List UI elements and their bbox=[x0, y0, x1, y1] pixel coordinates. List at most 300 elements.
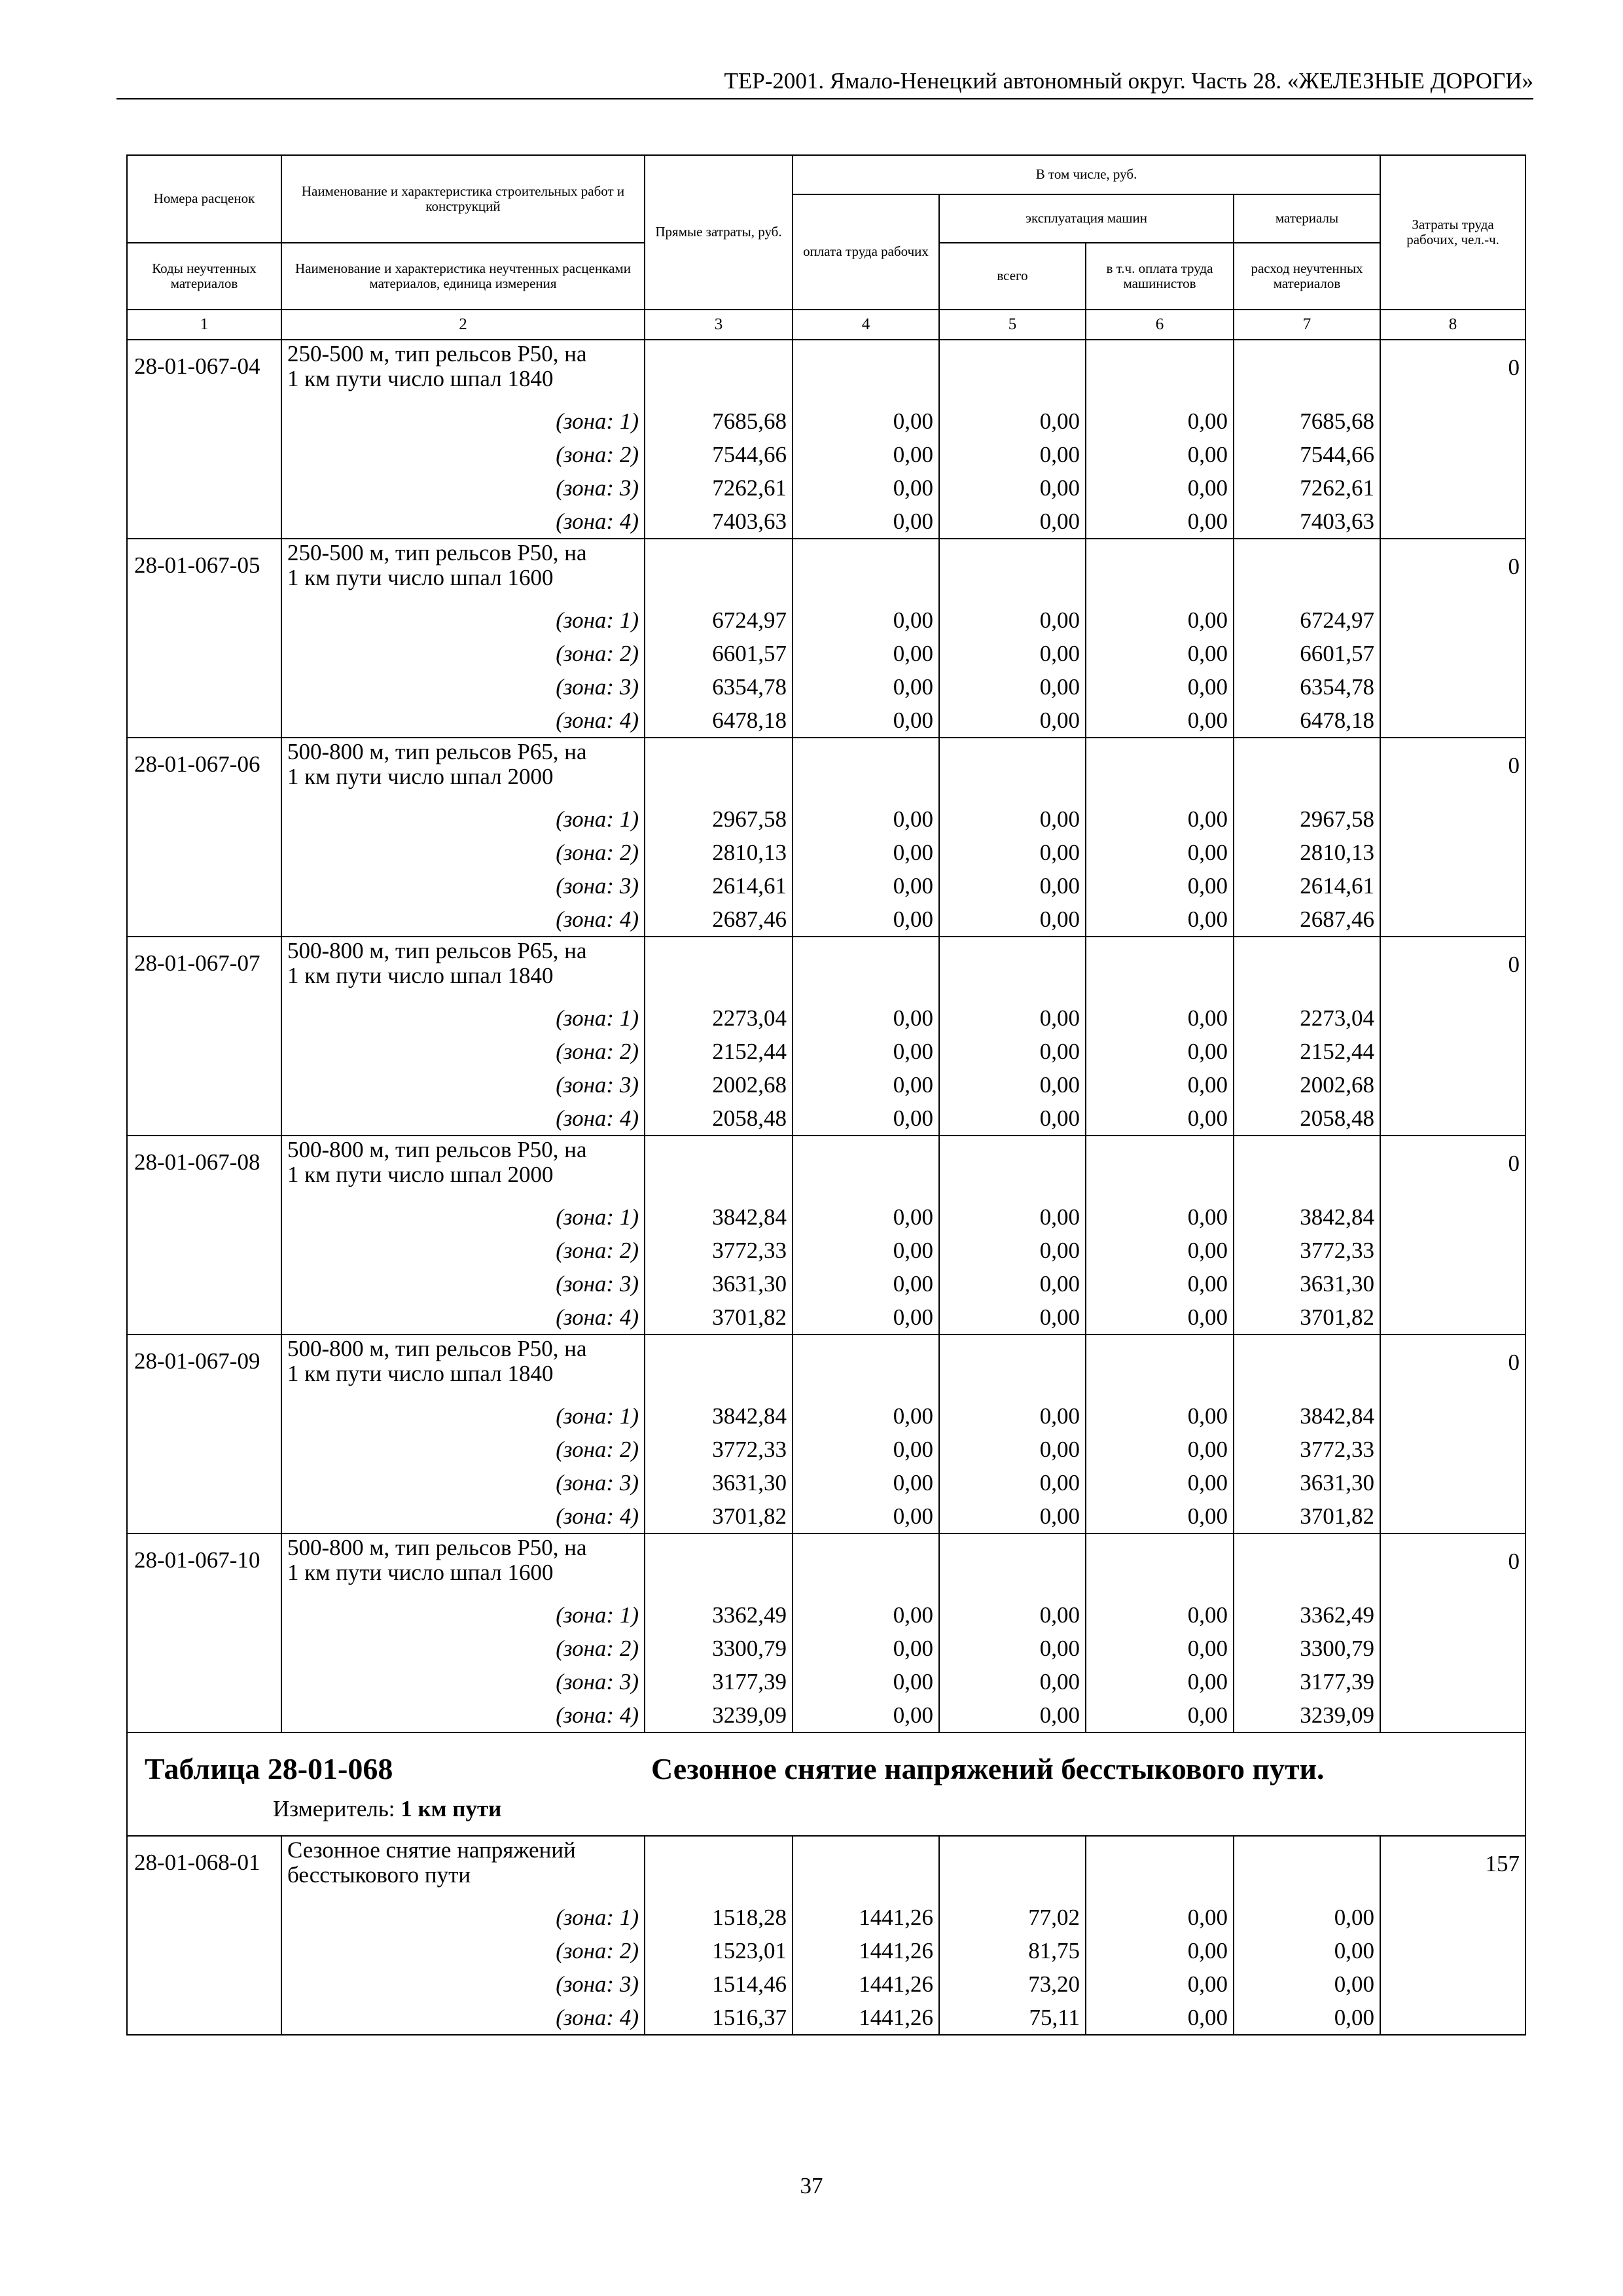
direct-costs-value: 3701,82 bbox=[645, 1499, 793, 1534]
empty-cell bbox=[939, 1335, 1086, 1399]
zone-row bbox=[127, 670, 1525, 704]
materials-value: 7685,68 bbox=[1234, 404, 1380, 438]
empty-cell bbox=[127, 1665, 281, 1698]
direct-costs-value: 7544,66 bbox=[645, 438, 793, 471]
materials-value: 3842,84 bbox=[1234, 1399, 1380, 1433]
rate-title-row bbox=[127, 1136, 1525, 1200]
empty-cell bbox=[1234, 937, 1380, 1001]
header-machine-operation: эксплуатация машин bbox=[939, 194, 1234, 243]
worker-wages-value: 0,00 bbox=[793, 1698, 939, 1732]
empty-cell bbox=[127, 1499, 281, 1534]
labor-costs-value: 0 bbox=[1380, 1136, 1525, 1200]
zone-label: (зона: 3) bbox=[281, 1665, 645, 1698]
operator-wages-value: 0,00 bbox=[1086, 1234, 1234, 1267]
materials-value: 3772,33 bbox=[1234, 1234, 1380, 1267]
empty-cell bbox=[1234, 539, 1380, 603]
materials-value: 3631,30 bbox=[1234, 1267, 1380, 1300]
direct-costs-value: 6601,57 bbox=[645, 637, 793, 670]
empty-cell bbox=[127, 1267, 281, 1300]
worker-wages-value: 0,00 bbox=[793, 471, 939, 505]
empty-cell bbox=[1380, 670, 1525, 704]
direct-costs-value: 3842,84 bbox=[645, 1200, 793, 1234]
direct-costs-value: 1514,46 bbox=[645, 1967, 793, 2001]
direct-costs-value: 3842,84 bbox=[645, 1399, 793, 1433]
rate-title-row bbox=[127, 1335, 1525, 1399]
materials-value: 2614,61 bbox=[1234, 869, 1380, 903]
zone-label: (зона: 2) bbox=[281, 637, 645, 670]
empty-cell bbox=[1380, 1632, 1525, 1665]
worker-wages-value: 1441,26 bbox=[793, 1901, 939, 1934]
header-labor-costs: Затраты труда рабочих, чел.-ч. bbox=[1380, 155, 1525, 310]
direct-costs-value: 2614,61 bbox=[645, 869, 793, 903]
zone-row bbox=[127, 438, 1525, 471]
empty-cell bbox=[793, 1534, 939, 1598]
machines-total-value: 0,00 bbox=[939, 1068, 1086, 1102]
zone-label: (зона: 3) bbox=[281, 471, 645, 505]
zone-label: (зона: 4) bbox=[281, 903, 645, 937]
zone-row bbox=[127, 1267, 1525, 1300]
zone-row bbox=[127, 1001, 1525, 1035]
zone-row bbox=[127, 1632, 1525, 1665]
operator-wages-value: 0,00 bbox=[1086, 704, 1234, 738]
zone-row bbox=[127, 1967, 1525, 2001]
materials-value: 7544,66 bbox=[1234, 438, 1380, 471]
materials-value: 2810,13 bbox=[1234, 836, 1380, 869]
empty-cell bbox=[1234, 1136, 1380, 1200]
machines-total-value: 0,00 bbox=[939, 1665, 1086, 1698]
rate-code: 28-01-067-09 bbox=[127, 1335, 281, 1399]
materials-value: 0,00 bbox=[1234, 1901, 1380, 1934]
operator-wages-value: 0,00 bbox=[1086, 1433, 1234, 1466]
section-heading bbox=[128, 1733, 1525, 1835]
empty-cell bbox=[1380, 1035, 1525, 1068]
empty-cell bbox=[645, 738, 793, 802]
empty-cell bbox=[1086, 1836, 1234, 1901]
materials-value: 2058,48 bbox=[1234, 1102, 1380, 1136]
direct-costs-value: 2152,44 bbox=[645, 1035, 793, 1068]
zone-label: (зона: 4) bbox=[281, 1300, 645, 1335]
operator-wages-value: 0,00 bbox=[1086, 670, 1234, 704]
machines-total-value: 0,00 bbox=[939, 1267, 1086, 1300]
materials-value: 6724,97 bbox=[1234, 603, 1380, 637]
empty-cell bbox=[127, 1632, 281, 1665]
empty-cell bbox=[939, 340, 1086, 404]
machines-total-value: 0,00 bbox=[939, 836, 1086, 869]
direct-costs-value: 3300,79 bbox=[645, 1632, 793, 1665]
header-worker-wages: оплата труда рабочих bbox=[793, 194, 939, 310]
empty-cell bbox=[127, 438, 281, 471]
zone-label: (зона: 3) bbox=[281, 1068, 645, 1102]
empty-cell bbox=[793, 1335, 939, 1399]
empty-cell bbox=[939, 1534, 1086, 1598]
worker-wages-value: 1441,26 bbox=[793, 1967, 939, 2001]
zone-row bbox=[127, 802, 1525, 836]
machines-total-value: 0,00 bbox=[939, 1399, 1086, 1433]
empty-cell bbox=[1380, 603, 1525, 637]
empty-cell bbox=[1380, 505, 1525, 539]
empty-cell bbox=[1086, 1136, 1234, 1200]
rate-title-line: 250-500 м, тип рельсов Р50, на bbox=[287, 540, 587, 565]
materials-value: 2273,04 bbox=[1234, 1001, 1380, 1035]
zone-row bbox=[127, 1698, 1525, 1732]
direct-costs-value: 3772,33 bbox=[645, 1433, 793, 1466]
zone-row bbox=[127, 1300, 1525, 1335]
materials-value: 2687,46 bbox=[1234, 903, 1380, 937]
operator-wages-value: 0,00 bbox=[1086, 1967, 1234, 2001]
machines-total-value: 0,00 bbox=[939, 670, 1086, 704]
column-numbers-row bbox=[127, 310, 1525, 340]
operator-wages-value: 0,00 bbox=[1086, 471, 1234, 505]
zone-label: (зона: 2) bbox=[281, 836, 645, 869]
direct-costs-value: 3772,33 bbox=[645, 1234, 793, 1267]
header-unaccounted-materials: расход неучтенных материалов bbox=[1234, 243, 1380, 310]
zone-label: (зона: 3) bbox=[281, 1967, 645, 2001]
zone-row bbox=[127, 1234, 1525, 1267]
direct-costs-value: 3701,82 bbox=[645, 1300, 793, 1335]
column-number: 1 bbox=[127, 310, 281, 340]
page-number: 37 bbox=[800, 2173, 823, 2198]
empty-cell bbox=[1380, 1200, 1525, 1234]
zone-label: (зона: 3) bbox=[281, 869, 645, 903]
direct-costs-value: 6724,97 bbox=[645, 603, 793, 637]
worker-wages-value: 0,00 bbox=[793, 1035, 939, 1068]
empty-cell bbox=[1380, 438, 1525, 471]
empty-cell bbox=[645, 1136, 793, 1200]
rate-title-line: 1 км пути число шпал 2000 bbox=[287, 764, 554, 789]
empty-cell bbox=[1234, 1836, 1380, 1901]
empty-cell bbox=[645, 1335, 793, 1399]
machines-total-value: 0,00 bbox=[939, 1466, 1086, 1499]
operator-wages-value: 0,00 bbox=[1086, 505, 1234, 539]
operator-wages-value: 0,00 bbox=[1086, 438, 1234, 471]
zone-label: (зона: 4) bbox=[281, 2001, 645, 2035]
empty-cell bbox=[127, 1698, 281, 1732]
operator-wages-value: 0,00 bbox=[1086, 1901, 1234, 1934]
worker-wages-value: 0,00 bbox=[793, 1200, 939, 1234]
labor-costs-value: 0 bbox=[1380, 738, 1525, 802]
operator-wages-value: 0,00 bbox=[1086, 1035, 1234, 1068]
empty-cell bbox=[1380, 1598, 1525, 1632]
zone-row bbox=[127, 1068, 1525, 1102]
zone-label: (зона: 4) bbox=[281, 704, 645, 738]
zone-label: (зона: 3) bbox=[281, 670, 645, 704]
table-header bbox=[127, 155, 1525, 340]
rate-title-line: 1 км пути число шпал 2000 bbox=[287, 1162, 554, 1187]
empty-cell bbox=[127, 802, 281, 836]
zone-row bbox=[127, 903, 1525, 937]
zone-row bbox=[127, 404, 1525, 438]
empty-cell bbox=[1380, 1102, 1525, 1136]
machines-total-value: 0,00 bbox=[939, 603, 1086, 637]
zone-row bbox=[127, 471, 1525, 505]
materials-value: 3701,82 bbox=[1234, 1300, 1380, 1335]
empty-cell bbox=[939, 937, 1086, 1001]
operator-wages-value: 0,00 bbox=[1086, 1934, 1234, 1967]
rate-code: 28-01-068-01 bbox=[127, 1836, 281, 1901]
worker-wages-value: 0,00 bbox=[793, 704, 939, 738]
worker-wages-value: 1441,26 bbox=[793, 1934, 939, 1967]
empty-cell bbox=[1234, 340, 1380, 404]
direct-costs-value: 7403,63 bbox=[645, 505, 793, 539]
zone-label: (зона: 3) bbox=[281, 1267, 645, 1300]
empty-cell bbox=[645, 1836, 793, 1901]
materials-value: 3362,49 bbox=[1234, 1598, 1380, 1632]
empty-cell bbox=[127, 670, 281, 704]
empty-cell bbox=[793, 1136, 939, 1200]
column-number: 3 bbox=[645, 310, 793, 340]
operator-wages-value: 0,00 bbox=[1086, 1466, 1234, 1499]
zone-row bbox=[127, 1200, 1525, 1234]
empty-cell bbox=[1380, 836, 1525, 869]
zone-row bbox=[127, 637, 1525, 670]
rate-title-line: бесстыкового пути bbox=[287, 1862, 471, 1888]
machines-total-value: 77,02 bbox=[939, 1901, 1086, 1934]
operator-wages-value: 0,00 bbox=[1086, 802, 1234, 836]
empty-cell bbox=[1380, 1934, 1525, 1967]
empty-cell bbox=[793, 937, 939, 1001]
empty-cell bbox=[1380, 637, 1525, 670]
empty-cell bbox=[1380, 1499, 1525, 1534]
empty-cell bbox=[1086, 1534, 1234, 1598]
machines-total-value: 0,00 bbox=[939, 1001, 1086, 1035]
empty-cell bbox=[1380, 1466, 1525, 1499]
worker-wages-value: 0,00 bbox=[793, 1466, 939, 1499]
rate-title-row bbox=[127, 937, 1525, 1001]
materials-value: 0,00 bbox=[1234, 1934, 1380, 1967]
direct-costs-value: 2273,04 bbox=[645, 1001, 793, 1035]
rate-title bbox=[281, 937, 645, 1001]
zone-label: (зона: 1) bbox=[281, 1001, 645, 1035]
rate-title bbox=[281, 1534, 645, 1598]
empty-cell bbox=[1086, 1335, 1234, 1399]
direct-costs-value: 2002,68 bbox=[645, 1068, 793, 1102]
direct-costs-value: 6478,18 bbox=[645, 704, 793, 738]
empty-cell bbox=[127, 704, 281, 738]
rate-title-line: 1 км пути число шпал 1840 bbox=[287, 963, 554, 988]
section-title: Сезонное снятие напряжений бесстыкового пути. bbox=[651, 1752, 1325, 1785]
zone-row bbox=[127, 1901, 1525, 1934]
labor-costs-value: 0 bbox=[1380, 937, 1525, 1001]
direct-costs-value: 1523,01 bbox=[645, 1934, 793, 1967]
empty-cell bbox=[1380, 802, 1525, 836]
materials-value: 2152,44 bbox=[1234, 1035, 1380, 1068]
rate-title-line: 250-500 м, тип рельсов Р50, на bbox=[287, 341, 587, 367]
materials-value: 2002,68 bbox=[1234, 1068, 1380, 1102]
zone-row bbox=[127, 505, 1525, 539]
direct-costs-value: 3177,39 bbox=[645, 1665, 793, 1698]
direct-costs-value: 7262,61 bbox=[645, 471, 793, 505]
machines-total-value: 0,00 bbox=[939, 1102, 1086, 1136]
materials-value: 3772,33 bbox=[1234, 1433, 1380, 1466]
zone-label: (зона: 2) bbox=[281, 1433, 645, 1466]
zone-label: (зона: 3) bbox=[281, 1466, 645, 1499]
zone-row bbox=[127, 869, 1525, 903]
operator-wages-value: 0,00 bbox=[1086, 404, 1234, 438]
operator-wages-value: 0,00 bbox=[1086, 1267, 1234, 1300]
worker-wages-value: 0,00 bbox=[793, 1598, 939, 1632]
zone-row bbox=[127, 1934, 1525, 1967]
rate-title bbox=[281, 1136, 645, 1200]
empty-cell bbox=[127, 1598, 281, 1632]
empty-cell bbox=[1086, 937, 1234, 1001]
machines-total-value: 75,11 bbox=[939, 2001, 1086, 2035]
empty-cell bbox=[793, 539, 939, 603]
rate-title bbox=[281, 1335, 645, 1399]
worker-wages-value: 0,00 bbox=[793, 836, 939, 869]
machines-total-value: 0,00 bbox=[939, 471, 1086, 505]
section-table-id: Таблица 28-01-068 bbox=[145, 1752, 393, 1785]
operator-wages-value: 0,00 bbox=[1086, 1632, 1234, 1665]
worker-wages-value: 0,00 bbox=[793, 670, 939, 704]
empty-cell bbox=[1380, 1267, 1525, 1300]
operator-wages-value: 0,00 bbox=[1086, 1698, 1234, 1732]
materials-value: 3239,09 bbox=[1234, 1698, 1380, 1732]
zone-label: (зона: 1) bbox=[281, 1901, 645, 1934]
operator-wages-value: 0,00 bbox=[1086, 637, 1234, 670]
column-number: 7 bbox=[1234, 310, 1380, 340]
empty-cell bbox=[127, 2001, 281, 2035]
empty-cell bbox=[1234, 1335, 1380, 1399]
empty-cell bbox=[645, 340, 793, 404]
rate-title-line: 500-800 м, тип рельсов Р50, на bbox=[287, 1137, 587, 1162]
empty-cell bbox=[793, 340, 939, 404]
empty-cell bbox=[127, 505, 281, 539]
empty-cell bbox=[1380, 2001, 1525, 2035]
rate-title-line: 500-800 м, тип рельсов Р65, на bbox=[287, 938, 587, 963]
empty-cell bbox=[127, 1234, 281, 1267]
direct-costs-value: 1516,37 bbox=[645, 2001, 793, 2035]
empty-cell bbox=[1380, 869, 1525, 903]
operator-wages-value: 0,00 bbox=[1086, 869, 1234, 903]
materials-value: 0,00 bbox=[1234, 1967, 1380, 2001]
worker-wages-value: 1441,26 bbox=[793, 2001, 939, 2035]
operator-wages-value: 0,00 bbox=[1086, 836, 1234, 869]
zone-label: (зона: 4) bbox=[281, 505, 645, 539]
zone-row bbox=[127, 1665, 1525, 1698]
empty-cell bbox=[127, 1433, 281, 1466]
zone-row bbox=[127, 1433, 1525, 1466]
rate-title-line: 1 км пути число шпал 1840 bbox=[287, 366, 554, 391]
rate-title-line: 1 км пути число шпал 1600 bbox=[287, 1560, 554, 1585]
operator-wages-value: 0,00 bbox=[1086, 903, 1234, 937]
empty-cell bbox=[1380, 1901, 1525, 1934]
rate-code: 28-01-067-08 bbox=[127, 1136, 281, 1200]
column-number: 8 bbox=[1380, 310, 1525, 340]
worker-wages-value: 0,00 bbox=[793, 404, 939, 438]
empty-cell bbox=[1380, 1001, 1525, 1035]
zone-label: (зона: 1) bbox=[281, 802, 645, 836]
materials-value: 3842,84 bbox=[1234, 1200, 1380, 1234]
rate-code: 28-01-067-07 bbox=[127, 937, 281, 1001]
empty-cell bbox=[127, 637, 281, 670]
worker-wages-value: 0,00 bbox=[793, 1234, 939, 1267]
zone-row bbox=[127, 1598, 1525, 1632]
empty-cell bbox=[1234, 738, 1380, 802]
empty-cell bbox=[127, 1001, 281, 1035]
operator-wages-value: 0,00 bbox=[1086, 1598, 1234, 1632]
header-material-codes: Коды неучтенных материалов bbox=[127, 243, 281, 310]
empty-cell bbox=[645, 1534, 793, 1598]
worker-wages-value: 0,00 bbox=[793, 1102, 939, 1136]
labor-costs-value: 0 bbox=[1380, 340, 1525, 404]
rate-title-line: 500-800 м, тип рельсов Р50, на bbox=[287, 1535, 587, 1560]
materials-value: 6601,57 bbox=[1234, 637, 1380, 670]
materials-value: 3631,30 bbox=[1234, 1466, 1380, 1499]
column-number: 4 bbox=[793, 310, 939, 340]
empty-cell bbox=[127, 1200, 281, 1234]
operator-wages-value: 0,00 bbox=[1086, 1102, 1234, 1136]
section-unit bbox=[273, 1796, 501, 1822]
zone-label: (зона: 1) bbox=[281, 603, 645, 637]
empty-cell bbox=[793, 1836, 939, 1901]
labor-costs-value: 157 bbox=[1380, 1836, 1525, 1901]
running-header: ТЕР-2001. Ямало-Ненецкий автономный округ. Часть 28. «ЖЕЛЕЗНЫЕ ДОРОГИ» bbox=[116, 68, 1533, 99]
section-heading-row bbox=[127, 1732, 1525, 1836]
header-materials: материалы bbox=[1234, 194, 1380, 243]
worker-wages-value: 0,00 bbox=[793, 1068, 939, 1102]
worker-wages-value: 0,00 bbox=[793, 1399, 939, 1433]
machines-total-value: 0,00 bbox=[939, 1200, 1086, 1234]
empty-cell bbox=[1380, 1967, 1525, 2001]
zone-label: (зона: 2) bbox=[281, 1934, 645, 1967]
empty-cell bbox=[1380, 704, 1525, 738]
worker-wages-value: 0,00 bbox=[793, 1665, 939, 1698]
machines-total-value: 0,00 bbox=[939, 438, 1086, 471]
zone-row bbox=[127, 1499, 1525, 1534]
machines-total-value: 0,00 bbox=[939, 505, 1086, 539]
direct-costs-value: 3631,30 bbox=[645, 1267, 793, 1300]
rate-title bbox=[281, 1836, 645, 1901]
header-direct-costs: Прямые затраты, руб. bbox=[645, 155, 793, 310]
empty-cell bbox=[127, 869, 281, 903]
zone-label: (зона: 2) bbox=[281, 438, 645, 471]
zone-row bbox=[127, 603, 1525, 637]
machines-total-value: 0,00 bbox=[939, 404, 1086, 438]
zone-label: (зона: 1) bbox=[281, 1200, 645, 1234]
rate-title-row bbox=[127, 1534, 1525, 1598]
materials-value: 7403,63 bbox=[1234, 505, 1380, 539]
machines-total-value: 73,20 bbox=[939, 1967, 1086, 2001]
empty-cell bbox=[1380, 1665, 1525, 1698]
empty-cell bbox=[939, 738, 1086, 802]
rate-title bbox=[281, 539, 645, 603]
empty-cell bbox=[127, 404, 281, 438]
operator-wages-value: 0,00 bbox=[1086, 1665, 1234, 1698]
empty-cell bbox=[645, 539, 793, 603]
empty-cell bbox=[1380, 1433, 1525, 1466]
worker-wages-value: 0,00 bbox=[793, 903, 939, 937]
header-including: В том числе, руб. bbox=[793, 155, 1380, 194]
zone-row bbox=[127, 836, 1525, 869]
empty-cell bbox=[127, 1967, 281, 2001]
zone-label: (зона: 1) bbox=[281, 1598, 645, 1632]
header-rate-numbers: Номера расценок bbox=[127, 155, 281, 243]
direct-costs-value: 1518,28 bbox=[645, 1901, 793, 1934]
machines-total-value: 81,75 bbox=[939, 1934, 1086, 1967]
zone-label: (зона: 2) bbox=[281, 1234, 645, 1267]
rate-title bbox=[281, 738, 645, 802]
direct-costs-value: 6354,78 bbox=[645, 670, 793, 704]
worker-wages-value: 0,00 bbox=[793, 637, 939, 670]
unit-value: 1 км пути bbox=[401, 1796, 502, 1821]
machines-total-value: 0,00 bbox=[939, 1632, 1086, 1665]
rate-title-row bbox=[127, 340, 1525, 404]
machines-total-value: 0,00 bbox=[939, 1698, 1086, 1732]
rate-title-line: Сезонное снятие напряжений bbox=[287, 1837, 576, 1863]
zone-label: (зона: 1) bbox=[281, 404, 645, 438]
rate-title-line: 1 км пути число шпал 1840 bbox=[287, 1361, 554, 1386]
zone-label: (зона: 4) bbox=[281, 1499, 645, 1534]
